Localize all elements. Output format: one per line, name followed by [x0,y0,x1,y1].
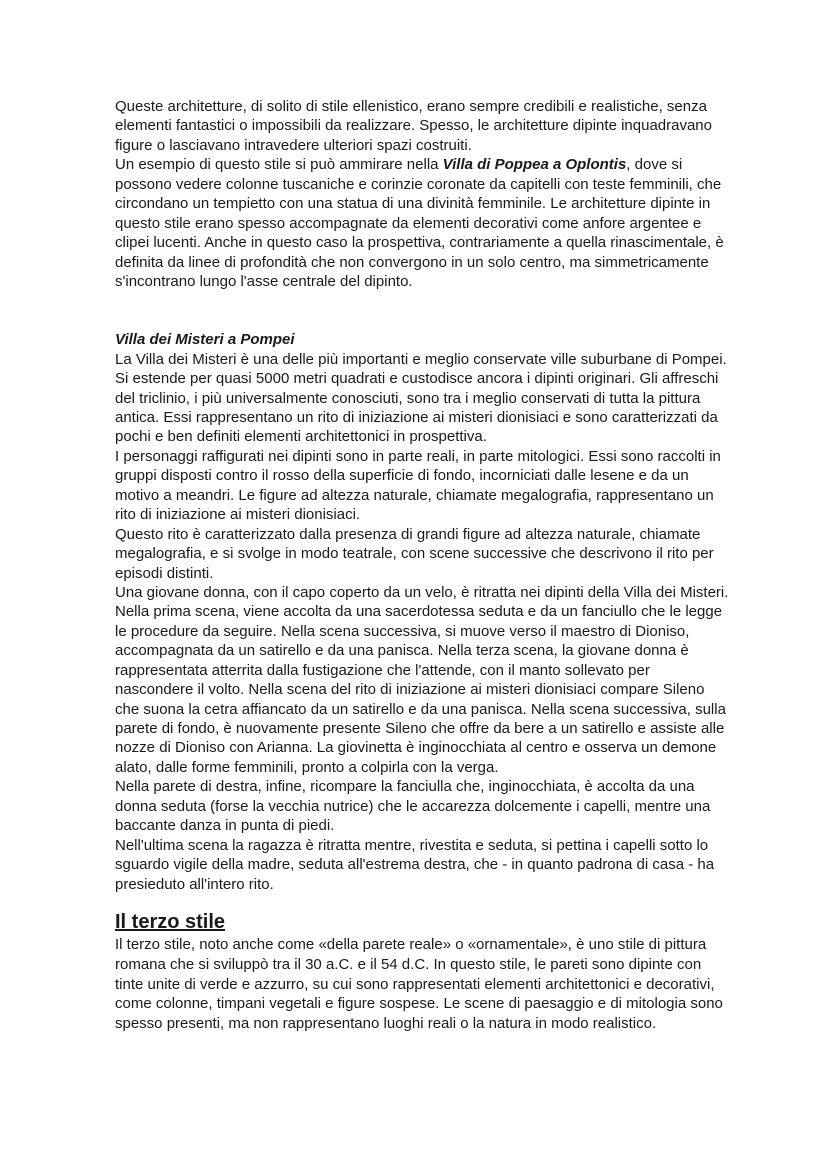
text-line: circondano un tempietto con una statua di una divinità femminile. Le architetture dipinte in [115,195,711,213]
text-line: romana che si sviluppò tra il 30 a.C. e il 54 d.C. In questo stile, le pareti sono dipinte con [115,955,702,973]
section-subheading: Villa dei Misteri a Pompei [115,331,295,349]
villa-poppea-emphasis: Villa di Poppea a Oplontis [442,156,627,174]
text-line: definita da linee di profondità che non convergono in un solo centro, ma simmetricamente [115,253,709,271]
text-line: accompagnata da un satirello e da una panisca. Nella terza scena, la giovane donna è [115,642,689,660]
text-span: Un esempio di questo stile si può ammirare nella [115,156,443,174]
text-line: rappresentata atterrita dalla fustigazione che l'attende, con il manto sollevato per [115,661,650,679]
text-line: Il terzo stile, noto anche come «della parete reale» o «ornamentale», è uno stile di pittura [115,935,707,953]
blank-line [115,311,735,330]
text-line: nozze di Dioniso con Arianna. La giovinetta è inginocchiata al centro e osserva un demone [115,739,717,757]
text-line: clipei lucenti. Anche in questo caso la prospettiva, contrariamente a quella rinascimentale, è [115,234,724,252]
section-heading: Il terzo stile [115,910,226,933]
text-line: figure o lasciavano intravedere ulteriori spazi costruiti. [115,136,472,154]
text-line: rito di iniziazione ai misteri dionisiaci. [115,506,361,524]
text-line: s'incontrano lungo l'asse centrale del dipinto. [115,272,413,290]
text-line: tinte unite di verde e azzurro, su cui sono rappresentati elementi architettonici e decorativi, [115,975,715,993]
text-line: alato, dalle forme femminili, pronto a colpirla con la verga. [115,758,499,776]
text-line: Una giovane donna, con il capo coperto da un velo, è ritratta nei dipinti della Villa dei Misteri. [115,583,729,601]
terzo-stile-section [115,909,735,1034]
intro-paragraph [115,97,735,291]
text-line: che suona la cetra affiancato da un satirello e da una panisca. Nella scena successiva, sulla [115,700,726,718]
text-line: Questo rito è caratterizzato dalla presenza di grandi figure ad altezza naturale, chiamate [115,525,701,543]
text-line: gruppi disposti contro il rosso della superficie di fondo, incorniciati dalle lesene e da un [115,467,689,485]
text-line: I personaggi raffigurati nei dipinti sono in parte reali, in parte mitologici. Essi sono raccolti in [115,447,721,465]
text-line: questo stile erano spesso accompagnate da elementi decorativi come anfore argentee e [115,214,702,232]
text-line: Si estende per quasi 5000 metri quadrati e custodisce ancora i dipinti originari. Gli affreschi [115,370,719,388]
text-line: parete di fondo, è nuovamente presente Sileno che offre da bere a un satirello e assiste alle [115,720,725,737]
text-span: , dove si [626,156,683,174]
text-line: Nell'ultima scena la ragazza è ritratta mentre, rivestita e seduta, si pettina i capelli sotto lo [115,836,709,854]
text-line: possono vedere colonne tuscaniche e corinzie coronate da capitelli con teste femminili, che [115,175,722,193]
text-line: La Villa dei Misteri è una delle più importanti e meglio conservate ville suburbane di Pompei. [115,350,727,368]
document-page [115,97,735,1034]
text-line [115,155,735,174]
text-line: del triclinio, i più universalmente conosciuti, sono tra i meglio conservati di tutta la pittura [115,389,701,407]
villa-misteri-section [115,330,735,894]
text-line: pochi e ben definiti elementi architettonici in prospettiva. [115,428,487,446]
text-line: sguardo vigile della madre, seduta all'estrema destra, che - in quanto padrona di casa - ha [115,856,715,874]
text-line: Queste architetture, di solito di stile ellenistico, erano sempre credibili e realistiche, senza [115,98,707,115]
text-line: presieduto all'intero rito. [115,875,274,893]
text-line: donna seduta (forse la vecchia nutrice) che le accarezza dolcemente i capelli, mentre una [115,797,711,815]
text-line: le procedure da seguire. Nella scena successiva, si muove verso il maestro di Dioniso, [115,622,690,640]
text-line: come colonne, timpani vegetali e figure sospese. Le scene di paesaggio e di mitologia sono [115,995,723,1013]
text-line: baccante danza in punta di piedi. [115,817,335,835]
text-line: antica. Essi rappresentano un rito di iniziazione ai misteri dionisiaci e sono caratterizzati da [115,409,718,426]
text-line: elementi fantastici o impossibili da realizzare. Spesso, le architetture dipinte inquadravano [115,117,712,135]
text-line: Nella prima scena, viene accolta da una sacerdotessa seduta e da un fanciullo che le legge [115,603,723,621]
text-line: megalografia, e si svolge in modo teatrale, con scene successive che descrivono il rito per [115,545,714,563]
text-line: episodi distinti. [115,564,214,582]
blank-line [115,291,735,310]
text-line: motivo a meandri. Le figure ad altezza naturale, chiamate megalografia, rappresentano un [115,486,714,504]
text-line: spesso presenti, ma non rappresentano luoghi reali o la natura in modo realistico. [115,1015,657,1033]
text-line: nascondere il volto. Nella scena del rito di iniziazione ai misteri dionisiaci compare Sileno [115,681,705,699]
text-line: Nella parete di destra, infine, ricompare la fanciulla che, inginocchiata, è accolta da una [115,778,695,796]
